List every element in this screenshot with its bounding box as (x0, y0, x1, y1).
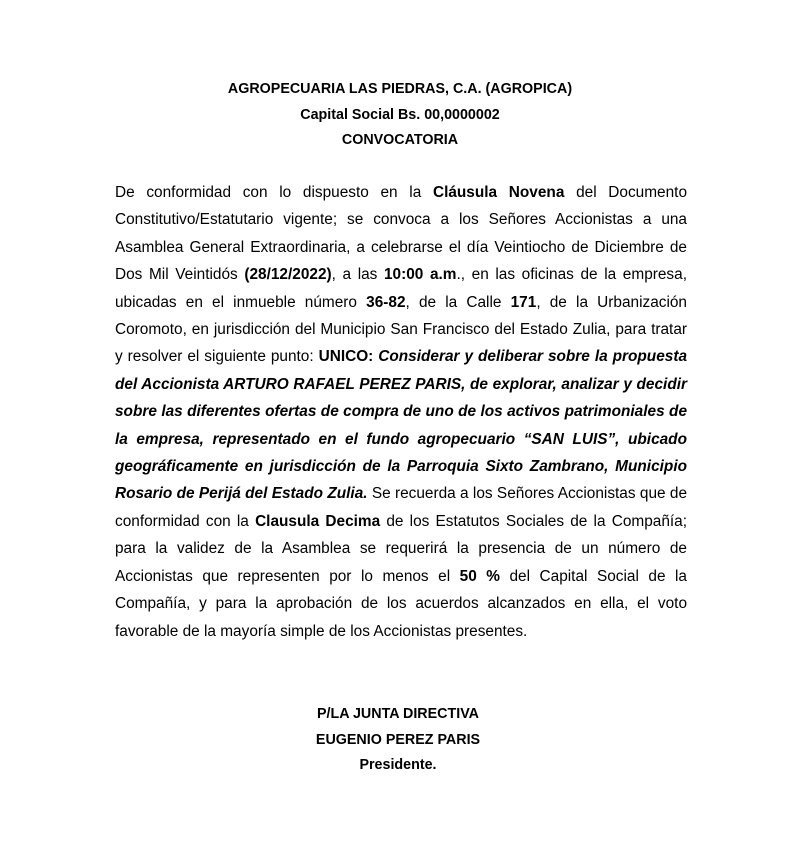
company-name: AGROPECUARIA LAS PIEDRAS, C.A. (AGROPICA) (227, 81, 573, 97)
body-text-segment: , a las (331, 266, 384, 284)
quorum-percentage: 50 % (459, 567, 500, 585)
signatory-title: Presidente. (359, 757, 437, 773)
body-text-segment: Se recuerda a los Señores Accionistas que de conformidad con la (115, 485, 687, 530)
body-text-segment: De conformidad con lo dispuesto en la (115, 184, 433, 201)
body-text-segment: , de la Calle (405, 293, 511, 311)
body-text-segment: , de la Urbanización Coromoto, en jurisdicción del Municipio San Francisco del Estado Zulia, para tratar y resolver el siguiente punto: (115, 293, 687, 366)
agenda-item: Considerar y deliberar sobre la propuesta del Accionista ARTURO RAFAEL PEREZ PARIS, de explorar, analizar y decidir sobre las diferentes ofertas de compra de uno de los activos patrimoniales de la empresa, representado en el fundo agropecuario “SAN LUIS”, ubicado geográficamente en jurisdicción de la Parroquia Sixto Zambrano, Municipio Rosario de Perijá del Estado Zulia. (115, 348, 688, 503)
signatory-name: EUGENIO PEREZ PARIS (315, 731, 481, 748)
meeting-date-numeric: (28/12/2022) (244, 266, 332, 284)
clause-reference: Cláusula Novena (432, 184, 565, 201)
capital-social: Capital Social Bs. 00,0000002 (300, 106, 500, 123)
document-header (0, 77, 791, 154)
body-text-segment: del Capital Social de la Compañía, y para la aprobación de los acuerdos alcanzados en ella, el voto favorable de la mayoría simple de los Accionistas presentes. (115, 567, 687, 640)
clause-reference-2: Clausula Decima (255, 512, 381, 530)
body-text-segment: de los Estatutos Sociales de la Compañía; para la validez de la Asamblea se requerirá la presencia de un número de Accionistas que representen por lo menos el (115, 512, 687, 585)
agenda-label: UNICO: (318, 348, 374, 366)
street-number: 171 (510, 293, 537, 311)
body-text-segment: del Documento Constitutivo/Estatutario vigente; se convoca a los Señores Accionistas a una Asamblea General Extraordinaria, a celebrarse el día Veintiocho de Diciembre de Dos Mil Veintidós (115, 184, 688, 284)
signatory-body: P/LA JUNTA DIRECTIVA (316, 706, 480, 722)
building-number: 36-82 (366, 293, 406, 311)
document-title: CONVOCATORIA (341, 132, 459, 148)
body-text-segment: ., en las oficinas de la empresa, ubicadas en el inmueble número (115, 266, 687, 311)
meeting-time: 10:00 a.m (383, 266, 457, 284)
signature-block (0, 702, 791, 779)
convocation-body (115, 179, 687, 645)
